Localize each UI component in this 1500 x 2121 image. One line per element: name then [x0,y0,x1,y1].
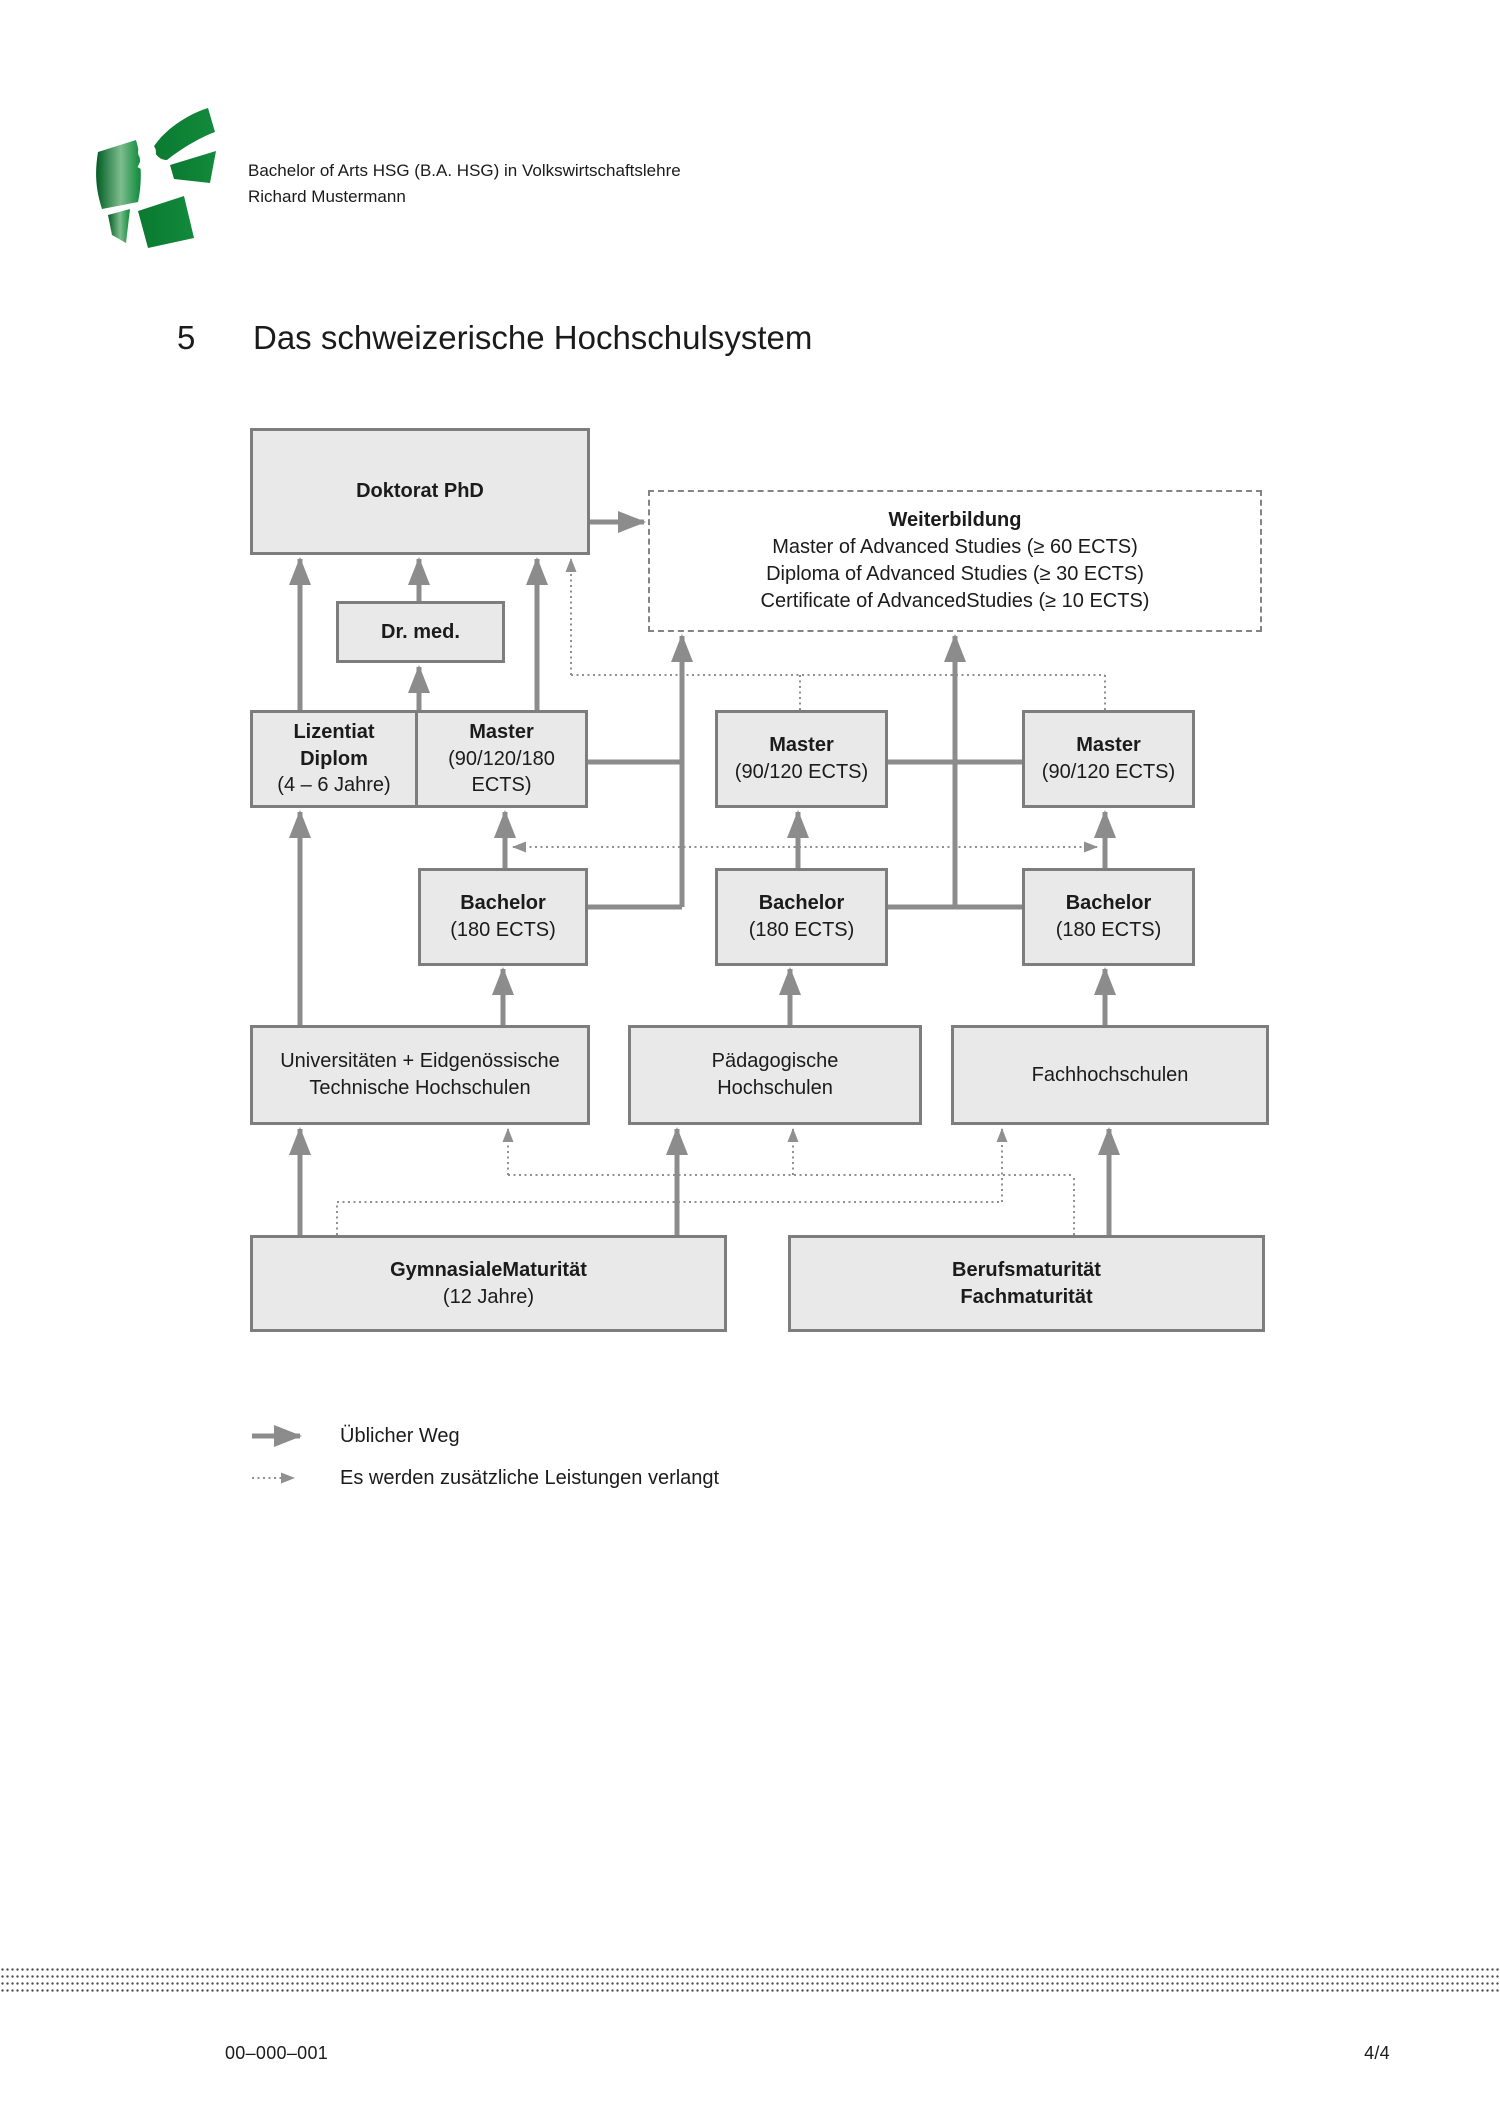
box-lizentiat-line1: Lizentiat [293,720,375,743]
box-berufsmaturitaet-line2: Fachmaturität [960,1285,1093,1308]
box-dr-med-title: Dr. med. [381,620,460,643]
section-number: 5 [177,319,196,356]
box-universitaeten [250,1025,590,1125]
box-weiterbildung-line-mas: Master of Advanced Studies (≥ 60 ECTS) [772,536,1138,559]
legend-dotted-label: Es werden zusätzliche Leistungen verlangt [340,1467,720,1489]
box-doktorat-title: Doktorat PhD [356,480,484,503]
box-dr-med [336,601,505,663]
box-weiterbildung-title: Weiterbildung [888,509,1022,532]
footer-divider-dotted-band [0,1966,1500,1993]
box-master-fh-sub: (90/120 ECTS) [1041,761,1176,783]
box-master-ph-sub: (90/120 ECTS) [734,761,869,783]
box-bachelor-uni-title: Bachelor [460,892,546,915]
box-bachelor-fh [1022,868,1195,966]
box-doktorat-phd [250,428,590,555]
box-master-ph [715,710,888,808]
header-program-title: Bachelor of Arts HSG (B.A. HSG) in Volkswirtschaftslehre [248,161,681,180]
box-master-uni-line2: (90/120/180 [448,747,555,770]
box-bachelor-ph-sub: (180 ECTS) [748,919,855,941]
box-weiterbildung [648,490,1262,632]
box-bachelor-ph [715,868,888,966]
box-bachelor-uni-sub: (180 ECTS) [450,919,556,941]
header-student-name: Richard Mustermann [248,187,406,206]
box-universitaeten-line2: Technische Hochschulen [309,1077,531,1099]
box-master-fh [1022,710,1195,808]
box-gymnasiale-maturitaet [250,1235,727,1332]
legend-solid-label: Üblicher Weg [340,1425,460,1447]
box-paedagogische-line2: Hochschulen [717,1077,833,1099]
box-bachelor-fh-title: Bachelor [1065,892,1152,915]
box-berufsmaturitaet-line1: Berufsmaturität [952,1258,1101,1281]
box-lizentiat-line2: Diplom [300,747,368,770]
box-paedagogische [628,1025,922,1125]
box-master-ph-title: Master [769,734,834,757]
box-paedagogische-line1: Pädagogische [711,1050,839,1073]
box-bachelor-ph-title: Bachelor [758,892,845,915]
box-master-uni [415,710,588,808]
box-bachelor-fh-sub: (180 ECTS) [1055,919,1162,941]
box-fachhochschulen [951,1025,1269,1125]
footer-page-indicator: 4/4 [1364,2043,1390,2063]
box-weiterbildung-line-das: Diploma of Advanced Studies (≥ 30 ECTS) [766,563,1144,585]
box-universitaeten-line1: Universitäten + Eidgenössische [280,1050,560,1073]
box-lizentiat-diplom [250,710,418,808]
box-weiterbildung-line-cas: Certificate of AdvancedStudies (≥ 10 ECTS) [760,589,1150,612]
box-master-fh-title: Master [1076,734,1141,757]
box-bachelor-uni [418,868,588,966]
box-lizentiat-line3: (4 – 6 Jahre) [277,774,391,797]
box-fachhochschulen-line1: Fachhochschulen [1031,1063,1189,1086]
box-berufsmaturitaet [788,1235,1265,1332]
box-gymnasiale-sub: (12 Jahre) [442,1285,535,1308]
box-gymnasiale-title: GymnasialeMaturität [390,1258,587,1281]
box-master-uni-title: Master [469,720,534,743]
box-master-uni-line3: ECTS) [471,774,532,797]
page-title: Das schweizerische Hochschulsystem [253,319,813,356]
footer-doc-number: 00–000–001 [225,2043,329,2063]
